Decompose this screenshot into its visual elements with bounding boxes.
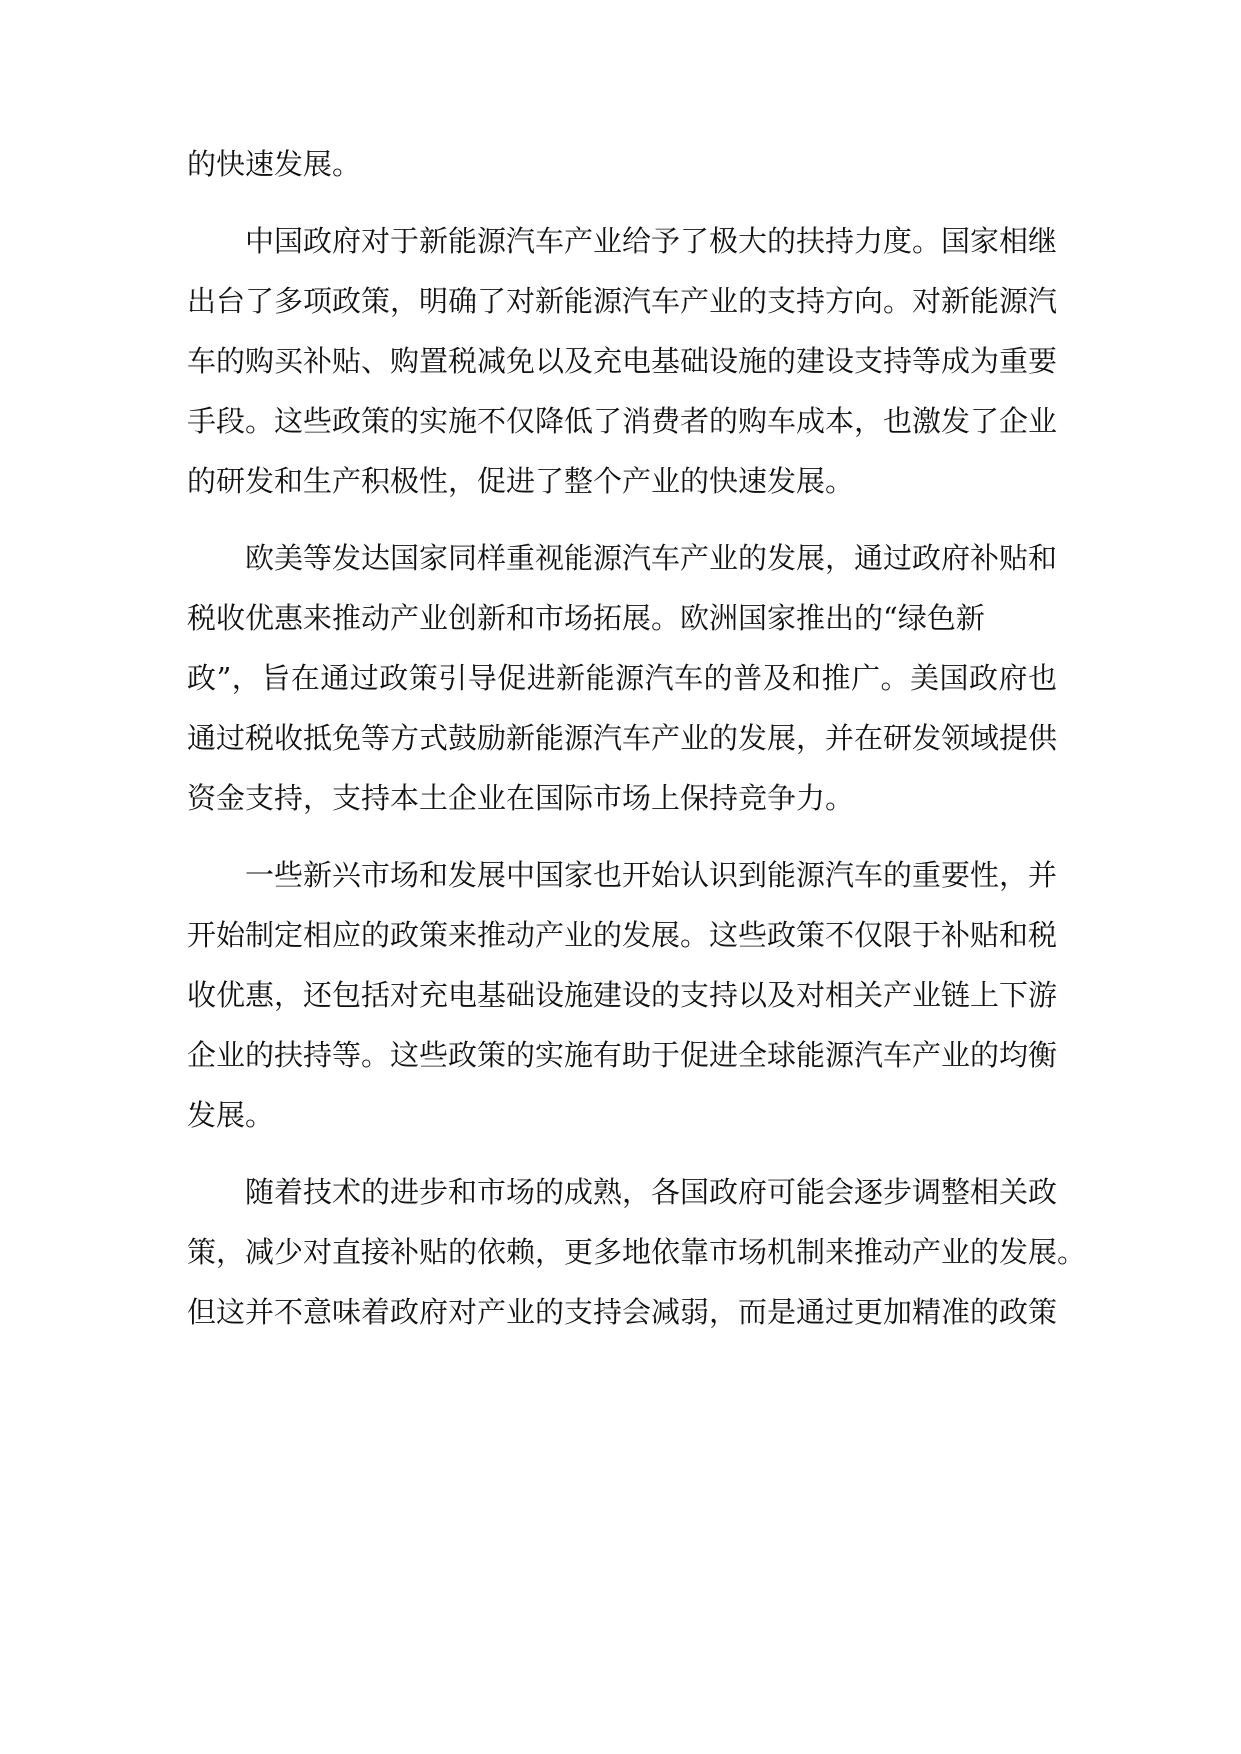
text-line: 的快速发展。 [187, 147, 362, 181]
text-line: 的研发和生产积极性，促进了整个产业的快速发展。 [187, 464, 855, 498]
text-line: 出台了多项政策，明确了对新能源汽车产业的支持方向。对新能源汽 [187, 284, 1058, 318]
text-line: 一些新兴市场和发展中国家也开始认识到能源汽车的重要性，并 [245, 858, 1058, 892]
text-line: 策，减少对直接补贴的依赖，更多地依靠市场机制来推动产业的发展。 [187, 1235, 1087, 1269]
text-line: 随着技术的进步和市场的成熟，各国政府可能会逐步调整相关政 [245, 1175, 1058, 1209]
text-line: 政”，旨在通过政策引导促进新能源汽车的普及和推广。美国政府也 [187, 661, 1057, 695]
paragraph [187, 845, 1057, 1145]
paragraph [187, 528, 1057, 828]
text-line: 中国政府对于新能源汽车产业给予了极大的扶持力度。国家相继 [245, 224, 1058, 258]
text-line: 资金支持，支持本土企业在国际市场上保持竞争力。 [187, 781, 855, 815]
paragraph [187, 1162, 1087, 1342]
text-line: 欧美等发达国家同样重视能源汽车产业的发展，通过政府补贴和 [245, 541, 1058, 575]
text-line: 但这并不意味着政府对产业的支持会减弱，而是通过更加精准的政策 [187, 1295, 1058, 1329]
paragraph [187, 211, 1057, 511]
text-line: 税收优惠来推动产业创新和市场拓展。欧洲国家推出的“绿色新 [187, 601, 985, 635]
text-line: 手段。这些政策的实施不仅降低了消费者的购车成本，也激发了企业 [187, 404, 1058, 438]
text-line: 开始制定相应的政策来推动产业的发展。这些政策不仅限于补贴和税 [187, 918, 1058, 952]
text-line: 企业的扶持等。这些政策的实施有助于促进全球能源汽车产业的均衡 [187, 1038, 1058, 1072]
text-line: 车的购买补贴、购置税减免以及充电基础设施的建设支持等成为重要 [187, 344, 1058, 378]
text-line: 收优惠，还包括对充电基础设施建设的支持以及对相关产业链上下游 [187, 978, 1058, 1012]
text-line: 发展。 [187, 1098, 275, 1132]
text-line: 通过税收抵免等方式鼓励新能源汽车产业的发展，并在研发领域提供 [187, 721, 1058, 755]
paragraph [187, 134, 1057, 194]
document-body [187, 134, 1087, 1342]
